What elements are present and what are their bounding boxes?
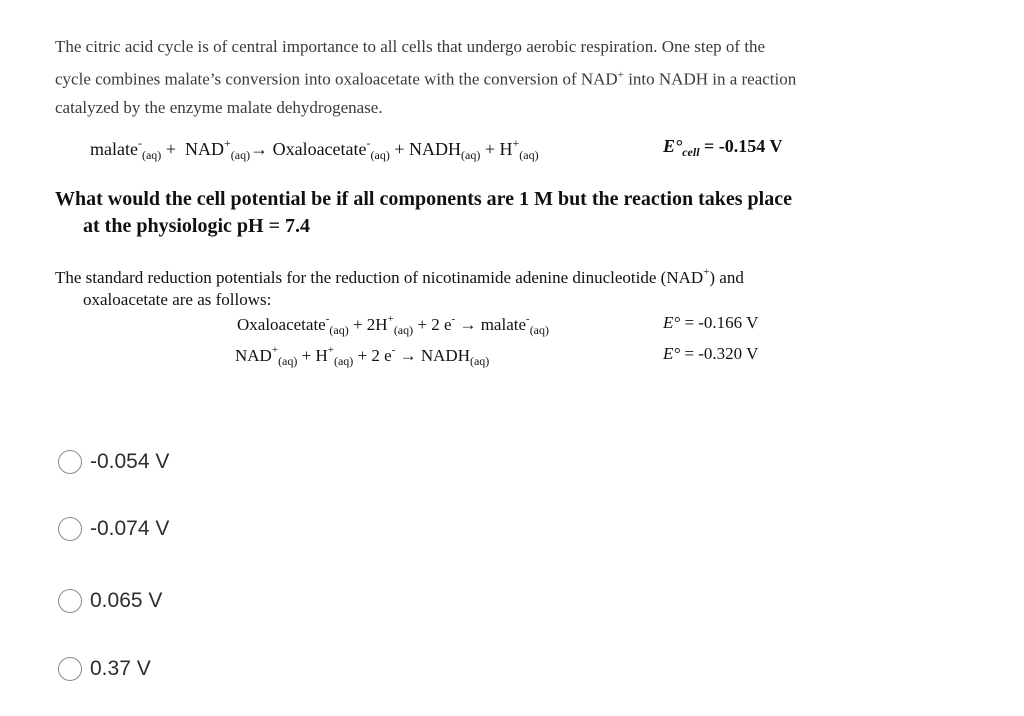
ecell-value: $E^\circ_{cell} = -0.154$ V: [663, 136, 783, 159]
answer-option-label: 0.065 V: [90, 589, 163, 612]
answer-option-4[interactable]: [58, 654, 151, 684]
answer-option-3[interactable]: [58, 586, 162, 616]
intro-line-2: cycle combines malate’s conversion into oxaloacetate with the conversion of NAD+ into NADH in a reaction: [55, 69, 797, 89]
answer-option-label: -0.054 V: [90, 450, 170, 473]
overall-reaction: malate-$_{(aq)}$ + $NAD^+_{(aq)}\to$ Oxaloacetate-$_{(aq)}$ + $NADH_{(aq)} + H^+_{(aq)}$ $E^\circ_{cell} = -0.154$ V: [90, 136, 783, 162]
intro-paragraph: [55, 33, 955, 122]
question-text: What would the cell potential be if all components are 1 M but the reaction takes place at the physiologic pH = 7.4: [55, 188, 792, 237]
radio-button-icon[interactable]: [58, 517, 82, 541]
answer-option-label: 0.37 V: [90, 657, 151, 680]
info-paragraph: The standard reduction potentials for the reduction of nicotinamide adenine dinucleotide (NAD+) and oxaloacetate are as follows:: [55, 266, 744, 309]
potential-oxaloacetate: E° = -0.166 V: [663, 313, 759, 332]
answer-option-label: -0.074 V: [90, 517, 170, 540]
radio-button-icon[interactable]: [58, 450, 82, 474]
intro-line-1: The citric acid cycle is of central importance to all cells that undergo aerobic respiration. One step of the: [55, 37, 766, 56]
intro-line-3: catalyzed by the enzyme malate dehydrogenase.: [55, 97, 383, 117]
radio-button-icon[interactable]: [58, 589, 82, 613]
radio-button-icon[interactable]: [58, 657, 82, 681]
potential-nad: E° = -0.320 V: [663, 344, 759, 363]
half-reaction-nad: $NAD^+_{(aq)} + H^+_{(aq)} + 2$ $e^- \to NADH_{(aq)}$: [235, 344, 490, 368]
half-reaction-oxaloacetate: Oxaloacetate-$_{(aq)}$ + $2H^+_{(aq)} + 2$ e- → malate-$_{(aq)}$: [237, 313, 550, 337]
answer-option-1[interactable]: [58, 447, 169, 477]
answer-option-2[interactable]: [58, 514, 169, 544]
